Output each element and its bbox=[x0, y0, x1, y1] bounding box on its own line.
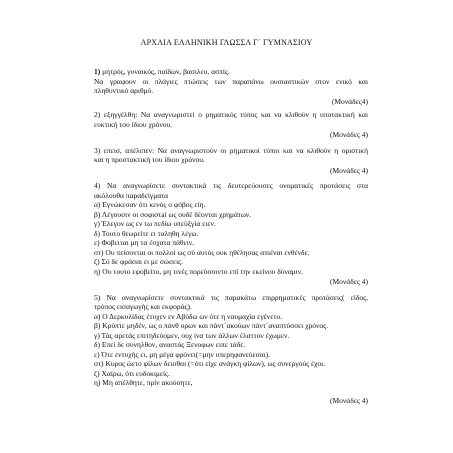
page-title: ΑΡΧΑΙΑ ΕΛΛΗΝΙΚΗ ΓΛΩΣΣΑ Γ΄ ΓΥΜΝΑΣΙΟΥ bbox=[140, 38, 313, 47]
question-number: 4) bbox=[94, 181, 101, 190]
question-3 bbox=[94, 146, 368, 176]
question-line: δ) Τουτο θεωρείτε ει ταληθη λέγω. bbox=[94, 228, 199, 238]
question-5 bbox=[94, 293, 368, 406]
question-line: α) Ο Δερκυλίδας έτυχεν εν Αβύδω ων ότε η ναυμαχία εγένετο. bbox=[94, 311, 282, 321]
question-number: 1) bbox=[94, 67, 101, 76]
question-line: Να γραφουν οι πλάγιες πτώσεις των παραπάνω ουσιαστικών στον ενικό και bbox=[94, 76, 368, 86]
question-line: ακόλουθα παραδείγματα bbox=[94, 190, 169, 200]
question-line: 4) Να αναγνωρίσετε συντακτικά τις δευτερεύουσες ονοματικές προτάσεις στα bbox=[94, 181, 369, 190]
question-4 bbox=[94, 181, 368, 287]
question-line: η) Μη απέλθητε, πρίν ακούσητε, bbox=[94, 378, 193, 387]
question-line: και η προστακτική του ίδιου χρόνου. bbox=[94, 155, 205, 164]
question-line: δ) Επεί δε συνηλθον, αναστάς Ξενοφων ειπε τάδε. bbox=[94, 340, 246, 349]
marks-label: (Μονάδες 4) bbox=[329, 165, 368, 175]
question-line: 5) Να αναγνωρίσετε συντακτικά τις παρακάτω επιρρηματικές προτάσεις( είδος, bbox=[94, 292, 369, 302]
marks-label: (Μονάδες 4) bbox=[329, 130, 368, 139]
question-number: 5) bbox=[94, 292, 101, 302]
marks-label: (Μονάδες 4) bbox=[329, 277, 368, 286]
question-line: ζ) Χαίρω, ότι ευδοκιμείς. bbox=[94, 368, 170, 378]
question-line: η) Ου τουτο εφοβείτο, μη τινές πορεύσοιντο επί την εκείνου δύναμιν. bbox=[94, 266, 304, 276]
marks-label: (Μονάδες 4) bbox=[329, 395, 368, 405]
question-line: ζ) Σό δε φράσαι ει με σώσεις. bbox=[94, 257, 184, 266]
question-line: 2) εξηγγέλθη: Να αναγνωριστεί ο ρηματικός τύπος και να κλιθούν η υποτακτική και bbox=[94, 110, 368, 119]
question-line: πληθυντικό αριθμό. bbox=[94, 86, 154, 95]
marks-label: (Μονάδες4) bbox=[331, 96, 368, 106]
question-line: ευκτική του ίδιου χρόνου. bbox=[94, 119, 173, 129]
question-line: ε) Ότε εντυχής ει, μη μέγα φρόνει(=μην υπερηφανεύεσαι). bbox=[94, 349, 271, 359]
questions-list bbox=[94, 67, 368, 409]
question-number: 2) bbox=[94, 110, 101, 119]
question-line: ε) Φοβειται μη τα έσχατα πάθειν. bbox=[94, 238, 195, 247]
question-line: 3) επεισ, απέλιπεν: Να αναγνωριστούν οι ρηματικοί τύποι και να κλιθούν η οριστική bbox=[94, 145, 369, 155]
question-line: στ) Ου πείσονται οι πολλοί ως σύ αυτός ουκ ηθέλησας απιέναι ενθένδε. bbox=[94, 247, 310, 257]
question-line: στ) Κυρος ώετο φίλων δεισθαι (=ότι είχε ανάγκη φίλων), ως συνεργούς έχοι. bbox=[94, 359, 325, 368]
question-line: β) Κρύπτε μηδέν, ως ο πάνθ ορων και πάντ΄ακούων πάντ΄αναπτύσσει χρόνος. bbox=[94, 321, 329, 330]
question-line: 1) μητρός, γυναικός, παίδων, βασιλευ, ασπίς. bbox=[94, 67, 230, 76]
question-line: γ) Έλεγον ως εν τω πεδίω υπεύξγία ειεν. bbox=[94, 219, 216, 228]
question-line: β) Λέγουσιν οι σοφιστaί ως ουδέ δέονται χρημάτων. bbox=[94, 209, 252, 219]
question-line: α) Εγνώκεσαν ότι κενός ο φόβος είη. bbox=[94, 200, 206, 209]
question-line: τρόπος εισαγωγής και εκφοράς). bbox=[94, 302, 192, 311]
question-2 bbox=[94, 110, 368, 140]
question-1 bbox=[94, 67, 368, 106]
question-number: 3) bbox=[94, 145, 101, 155]
question-line: γ) Τάς αρετάς επιτηδεύομεν, ουχ ίνα των άλλων έλαττον έχωμεν. bbox=[94, 330, 290, 340]
